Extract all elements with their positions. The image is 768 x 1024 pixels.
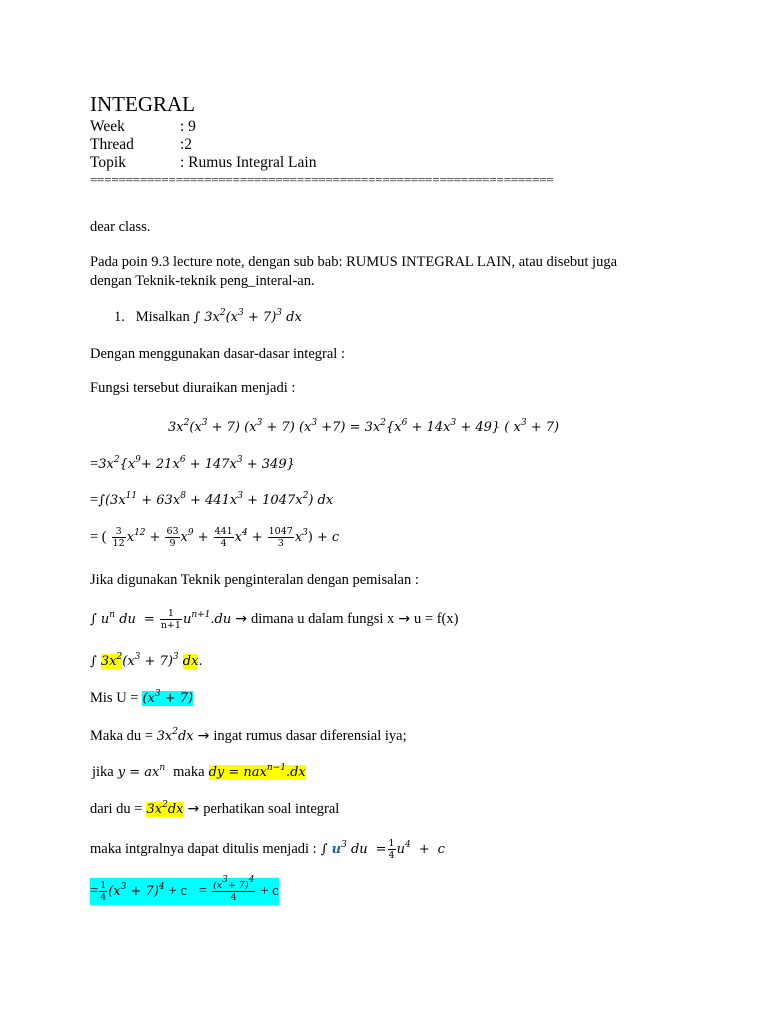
maka-du: Maka du = $3x^2dx$ → ingat rumus dasar diferensial iya; bbox=[90, 727, 407, 744]
meta-key: Topik bbox=[90, 154, 126, 171]
arrow-right-icon: → bbox=[187, 801, 200, 817]
greeting: dear class. bbox=[90, 219, 151, 235]
intro-line-1: Pada poin 9.3 lecture note, dengan sub bab: RUMUS INTEGRAL LAIN, atau disebut juga bbox=[90, 254, 617, 270]
jika-label: jika bbox=[92, 764, 114, 780]
maka-int-text: maka intgralnya dapat ditulis menjadi : bbox=[90, 841, 317, 858]
list-item-1 bbox=[114, 309, 302, 326]
rule-result: u = f(x) bbox=[414, 611, 459, 628]
maka-label: maka bbox=[173, 764, 205, 780]
meta-value: : 9 bbox=[180, 118, 196, 135]
plus-c: + c bbox=[260, 883, 279, 900]
meta-value: : Rumus Integral Lain bbox=[180, 154, 317, 171]
meta-topik bbox=[90, 154, 316, 172]
meta-value: :2 bbox=[180, 136, 193, 153]
page-title: INTEGRAL bbox=[90, 92, 195, 116]
mis-u: Mis $U = (x^3 + 7)$ bbox=[90, 689, 194, 706]
dari-label: dari du = bbox=[90, 801, 143, 817]
formula-integral-1: ∫ $3x^2(x^3 + 7)^3$ dx bbox=[193, 308, 302, 325]
rule-text: dimana u dalam fungsi x bbox=[250, 611, 395, 628]
arrow-right-icon: → bbox=[235, 611, 247, 628]
plus-c: + c bbox=[168, 883, 187, 900]
dari-line: dari du = $3x^2dx$ → perhatikan soal integral bbox=[90, 800, 340, 817]
mis-label: Mis U = bbox=[90, 690, 139, 706]
formula-step-4: = ( $\frac{3}{12}$ $x^{12}$ + $\frac{63}{9}$ $x^9$ + $\frac{441}{4}$ $x^4$ + $\frac{1047}{3}$ $x^3) + c$ bbox=[90, 526, 340, 549]
line-dasar: Dengan menggunakan dasar-dasar integral : bbox=[90, 346, 345, 362]
meta-key: Thread bbox=[90, 136, 134, 153]
separator-rule: ================================================================= bbox=[90, 172, 554, 187]
arrow-right-icon: → bbox=[398, 611, 411, 628]
line-jika: Jika digunakan Teknik penginteralan dengan pemisalan : bbox=[90, 572, 419, 588]
list-label: Misalkan bbox=[135, 309, 190, 325]
jika-line: jika $y = ax^n$ maka dy = nax$^{n-1}$.dx bbox=[92, 763, 306, 780]
maka-int-line: maka intgralnya dapat ditulis menjadi : ∫ $u^3$ du = $\frac{1}{4}$ $u^4 + c$ bbox=[90, 838, 445, 861]
final-result: = $\frac{1}{4}$ $(x^3 + 7)^4 + c$ = $\frac{(x^3+ 7)^4}{4}$ + c bbox=[90, 875, 279, 903]
formula-step-3: $=\int(3x^{11} + 63x^8 + 441x^3 + 1047x^2)$ dx bbox=[90, 491, 334, 508]
maka-du-label: Maka du = bbox=[90, 728, 157, 744]
intro-line-2: dengan Teknik-teknik peng_interal-an. bbox=[90, 273, 315, 289]
meta-key: Week bbox=[90, 118, 125, 135]
perhatikan-text: perhatikan soal integral bbox=[203, 801, 340, 817]
meta-thread bbox=[90, 136, 192, 154]
line-fungsi: Fungsi tersebut diuraikan menjadi : bbox=[90, 380, 296, 396]
list-number: 1. bbox=[114, 309, 125, 325]
formula-step-2: $=3x^2\{x^9+ 21x^6 + 147x^3 + 349\}$ bbox=[90, 455, 295, 472]
formula-integral-highlighted: ∫ $3x^2(x^3 + 7)^3$ dx. bbox=[90, 652, 203, 669]
arrow-right-icon: → bbox=[197, 728, 210, 744]
formula-power-rule: ∫ $u^n$ du = $\frac{1}{n+1}$ $u^{n+1}.du$ → dimana u dalam fungsi x → u = f(x) bbox=[90, 608, 459, 631]
ingat-text: ingat rumus dasar diferensial iya; bbox=[213, 728, 407, 744]
formula-expansion: $3x^2(x^3 + 7) (x^3 + 7)$ $(x^3 +7) = 3x^2\{x^6 + 14x^3 + 49\}$ ( $x^3 + 7$) bbox=[168, 418, 560, 435]
meta-week bbox=[90, 118, 196, 136]
